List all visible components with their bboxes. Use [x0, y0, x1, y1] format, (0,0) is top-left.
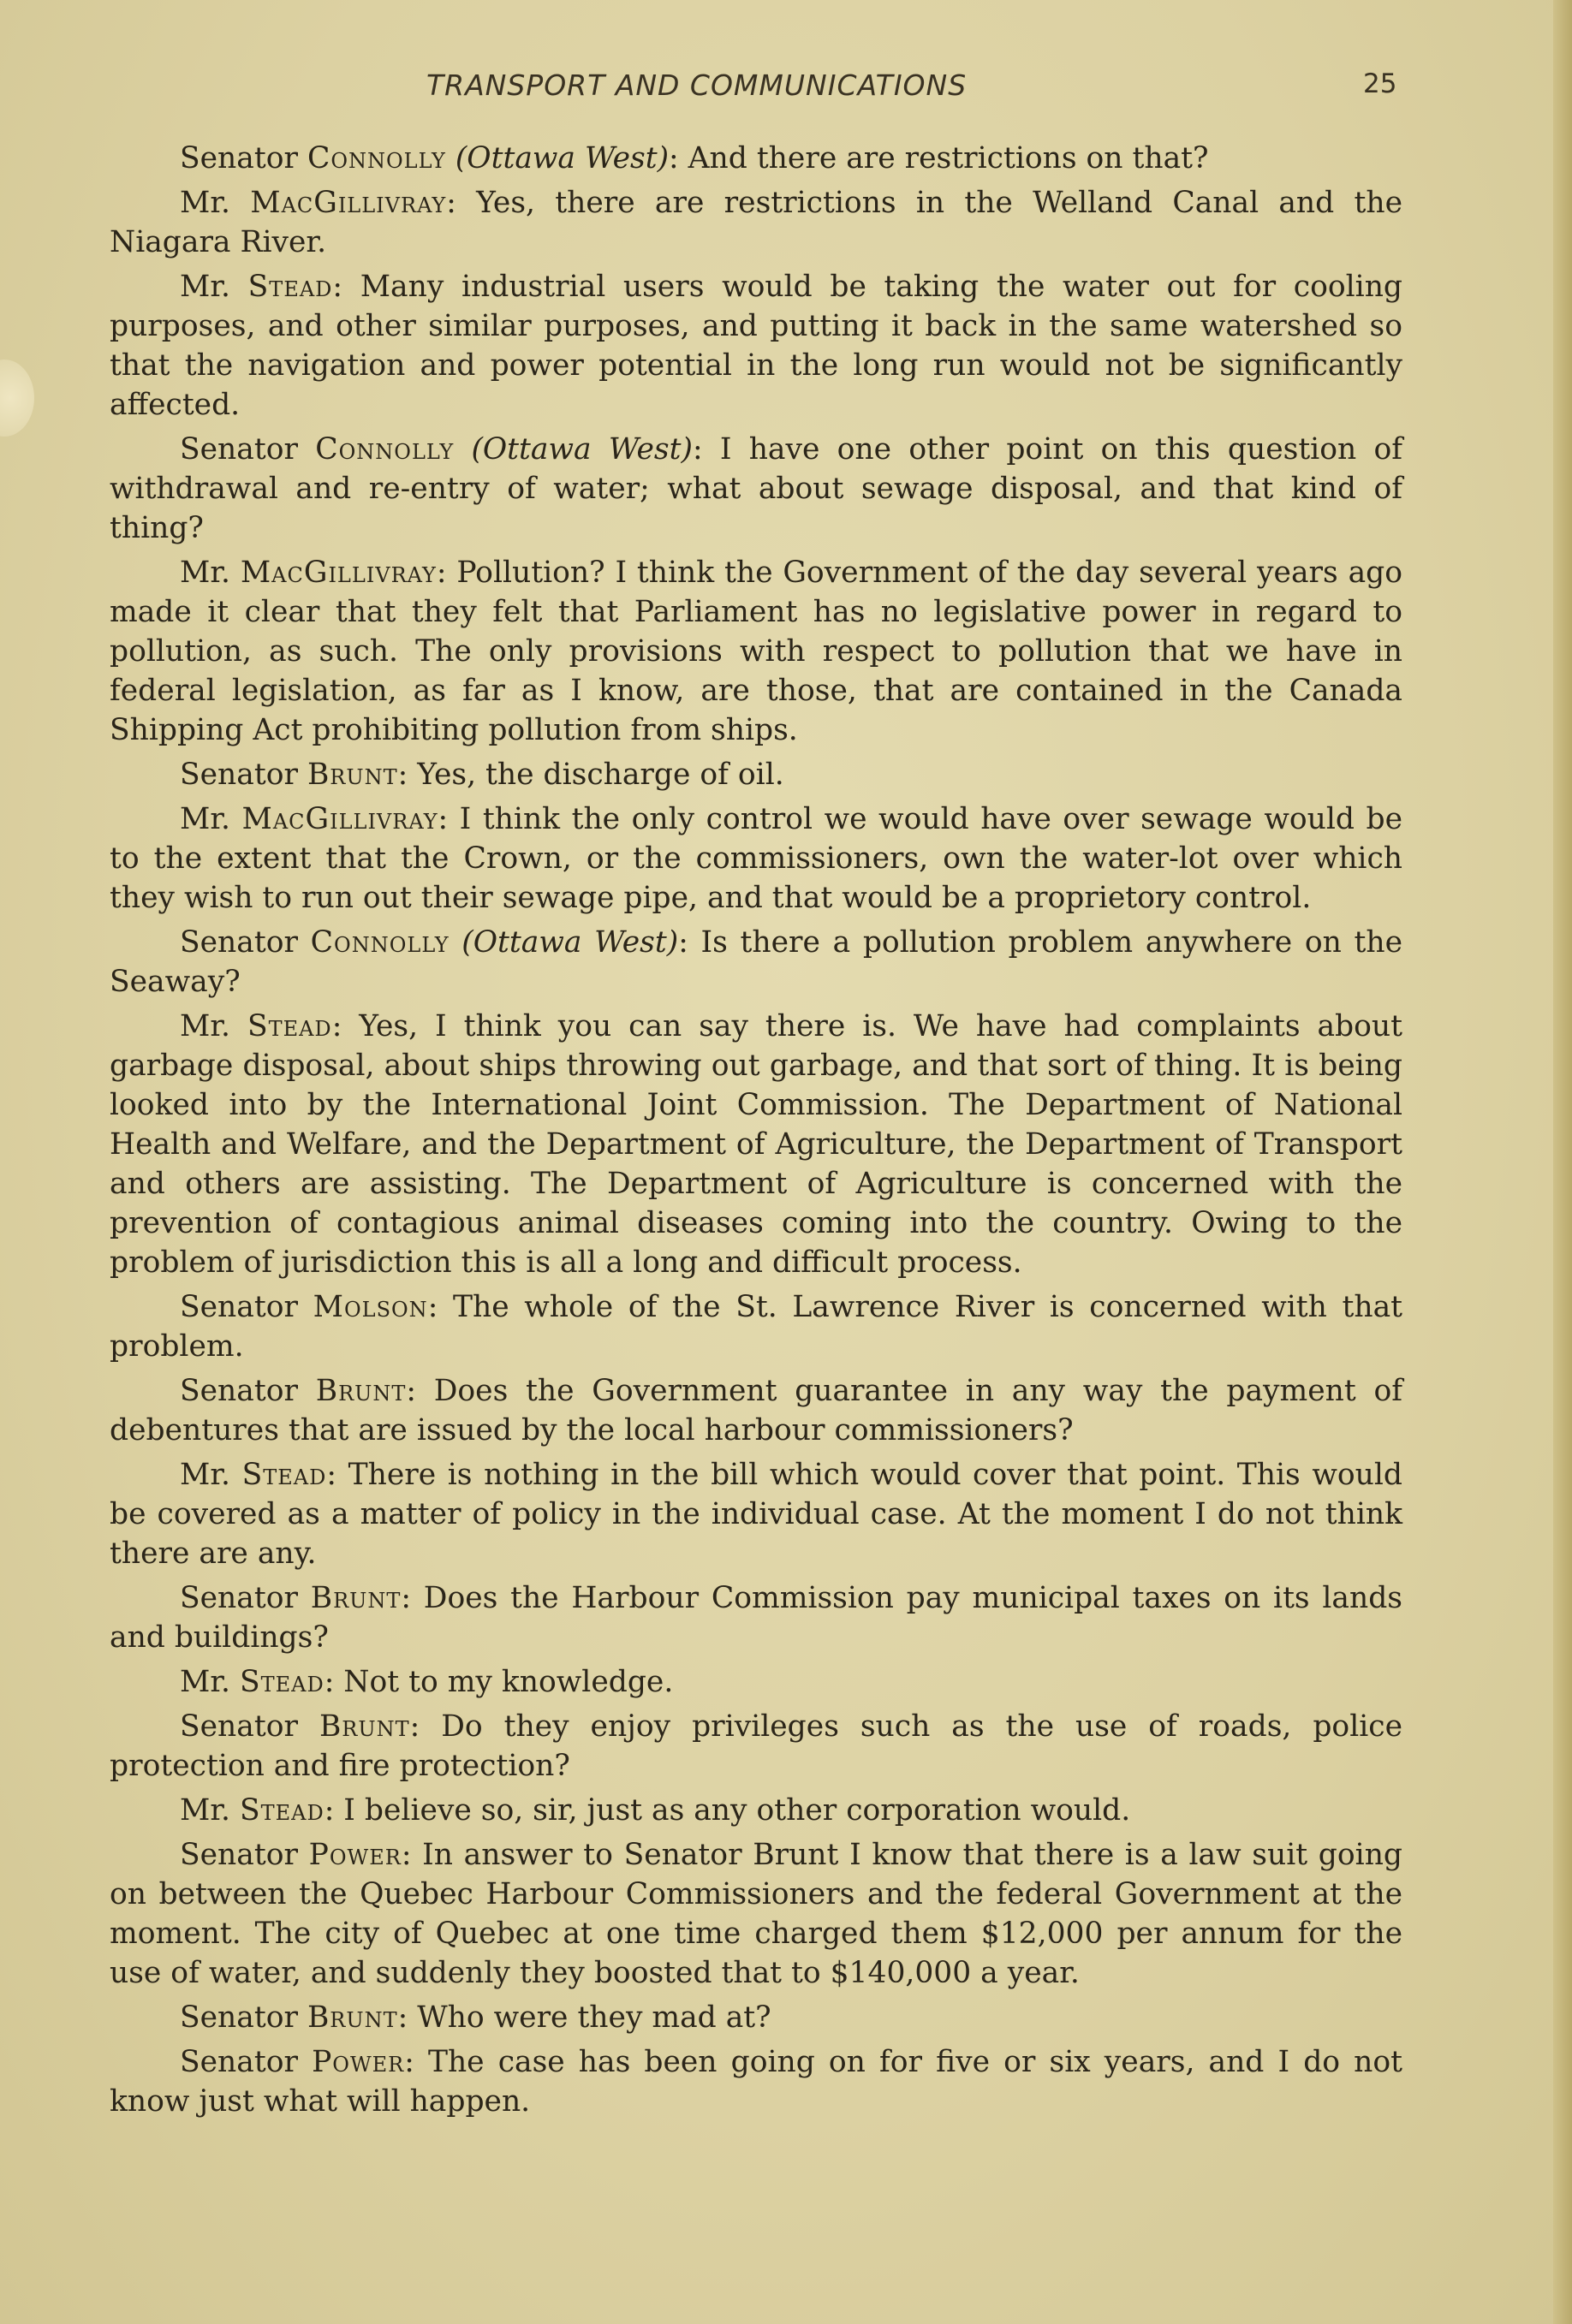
- speaker-name: Brunt: [307, 2000, 398, 2035]
- transcript-paragraph: [110, 923, 1402, 1002]
- speaker-name: Power: [308, 1838, 402, 1872]
- transcript-paragraph: [110, 1835, 1402, 1993]
- speaker-name: Brunt: [315, 1374, 407, 1408]
- paragraph-text: : Does the Government guarantee in any way the payment of debentures that are issued by the local harbour commissioners?: [110, 1374, 1402, 1447]
- speaker-name: Stead: [247, 270, 333, 304]
- speaker-name: Brunt: [307, 758, 398, 792]
- paragraph-text: : In answer to Senator Brunt I know that there is a law suit going on between the Quebec Harbour Commissioners and the federal Government at the moment. The city of Quebec at one time charged them $12,000 per annum for the use of water, and suddenly they boosted that to $140,000 a year.: [110, 1838, 1402, 1990]
- speaker-title: Mr.: [180, 270, 230, 304]
- speaker-title: Mr.: [180, 802, 230, 836]
- speaker-title: Senator: [180, 432, 298, 467]
- transcript-paragraph: [110, 1455, 1402, 1573]
- speaker-title: Mr.: [180, 186, 230, 220]
- speaker-title: Senator: [180, 1581, 298, 1615]
- speaker-name: Brunt: [310, 1581, 402, 1615]
- speaker-name: Brunt: [319, 1709, 410, 1744]
- speaker-title: Senator: [180, 1709, 298, 1744]
- paragraph-text: : There is nothing in the bill which would cover that point. This would be covered as a matter of policy in the individual case. At the moment I do not think there are any.: [110, 1458, 1403, 1571]
- paragraph-text: : Pollution? I think the Government of the day several years ago made it clear that they felt that Parliament has no legislative power in regard to pollution, as such. The only provisions with respect to pollution that we have in federal legislation, as far as I know, are those, that are contained in the Canada Shipping Act prohibiting pollution from ships.: [110, 556, 1402, 747]
- speaker-riding: (Ottawa West): [461, 925, 679, 960]
- speaker-title: Senator: [180, 2045, 298, 2079]
- speaker-name: Connolly: [315, 432, 455, 467]
- transcript-paragraph: [110, 1998, 1402, 2037]
- speaker-title: Senator: [180, 141, 298, 175]
- speaker-name: Connolly: [307, 141, 446, 175]
- paragraph-text: : Does the Harbour Commission pay municipal taxes on its lands and buildings?: [110, 1581, 1403, 1655]
- speaker-title: Senator: [180, 1290, 298, 1324]
- transcript-paragraph: [110, 755, 1402, 794]
- speaker-title: Senator: [180, 758, 298, 792]
- speaker-name: Stead: [239, 1665, 325, 1699]
- transcript-paragraph: [110, 553, 1402, 750]
- running-title: TRANSPORT AND COMMUNICATIONS: [426, 68, 968, 102]
- speaker-title: Mr.: [180, 1458, 230, 1492]
- transcript-body: [110, 139, 1402, 2126]
- paragraph-text: : Many industrial users would be taking the water out for cooling purposes, and other similar purposes, and putting it back in the same watershed so that the navigation and power potential in the long run would not be significantly affected.: [110, 270, 1403, 422]
- speaker-title: Mr.: [180, 556, 230, 590]
- speaker-title: Mr.: [180, 1665, 230, 1699]
- page-edge: [1553, 0, 1572, 2324]
- transcript-paragraph: [110, 799, 1402, 918]
- paragraph-text: : And there are restrictions on that?: [669, 141, 1209, 175]
- speaker-title: Senator: [180, 1374, 298, 1408]
- paragraph-text: : Yes, the discharge of oil.: [397, 758, 784, 792]
- speaker-name: Stead: [239, 1793, 325, 1828]
- transcript-paragraph: [110, 1707, 1402, 1786]
- transcript-paragraph: [110, 139, 1402, 178]
- speaker-title: Mr.: [180, 1793, 230, 1828]
- paragraph-text: : Not to my knowledge.: [324, 1665, 674, 1699]
- transcript-paragraph: [110, 430, 1402, 548]
- paragraph-text: : Yes, there are restrictions in the Welland Canal and the Niagara River.: [110, 186, 1402, 259]
- speaker-name: Stead: [241, 1458, 327, 1492]
- speaker-name: Molson: [313, 1290, 428, 1324]
- speaker-name: MacGillivray: [240, 556, 437, 590]
- transcript-paragraph: [110, 183, 1402, 262]
- speaker-riding: (Ottawa West): [455, 141, 670, 175]
- speaker-name: Power: [312, 2045, 405, 2079]
- paragraph-text: : The whole of the St. Lawrence River is concerned with that problem.: [110, 1290, 1402, 1364]
- speaker-name: Stead: [247, 1009, 332, 1043]
- speaker-name: MacGillivray: [250, 186, 447, 220]
- transcript-paragraph: [110, 2042, 1402, 2121]
- transcript-paragraph: [110, 1662, 1402, 1702]
- speaker-title: Senator: [180, 1838, 298, 1872]
- paragraph-text: : The case has been going on for five or six years, and I do not know just what will happen.: [110, 2045, 1403, 2119]
- paragraph-text: : I have one other point on this question of withdrawal and re-entry of water; what about sewage disposal, and that kind of thing?: [110, 432, 1403, 545]
- paragraph-text: : Who were they mad at?: [397, 2000, 771, 2035]
- speaker-title: Senator: [180, 2000, 298, 2035]
- speaker-title: Mr.: [180, 1009, 230, 1043]
- paragraph-text: : Is there a pollution problem anywhere on the Seaway?: [110, 925, 1403, 999]
- transcript-paragraph: [110, 1287, 1402, 1366]
- speaker-riding: (Ottawa West): [471, 432, 693, 467]
- transcript-paragraph: [110, 1791, 1402, 1830]
- transcript-paragraph: [110, 1007, 1402, 1282]
- paragraph-text: : Do they enjoy privileges such as the use of roads, police protection and fire protection?: [110, 1709, 1403, 1783]
- speaker-title: Senator: [180, 925, 298, 960]
- page-number: 25: [1363, 68, 1397, 99]
- paragraph-text: : I think the only control we would have over sewage would be to the extent that the Crown, or the commissioners, own the water-lot over which they wish to run out their sewage pipe, and that would be a proprietory control.: [110, 802, 1402, 915]
- paragraph-text: : I believe so, sir, just as any other corporation would.: [324, 1793, 1131, 1828]
- running-header: [0, 65, 1572, 108]
- paragraph-text: : Yes, I think you can say there is. We have had complaints about garbage disposal, about ships throwing out garbage, and that sort of thing. It is being looked into by the International Joint Commission. The Department of National Health and Welfare, and the Department of Agriculture, the Department of Transport and others are assisting. The Department of Agriculture is concerned with the prevention of contagious animal diseases coming into the country. Owing to the problem of jurisdiction this is all a long and difficult process.: [110, 1009, 1403, 1280]
- speaker-name: Connolly: [310, 925, 450, 960]
- transcript-paragraph: [110, 1578, 1402, 1657]
- speaker-name: MacGillivray: [241, 802, 438, 836]
- transcript-paragraph: [110, 1371, 1402, 1450]
- transcript-paragraph: [110, 267, 1402, 425]
